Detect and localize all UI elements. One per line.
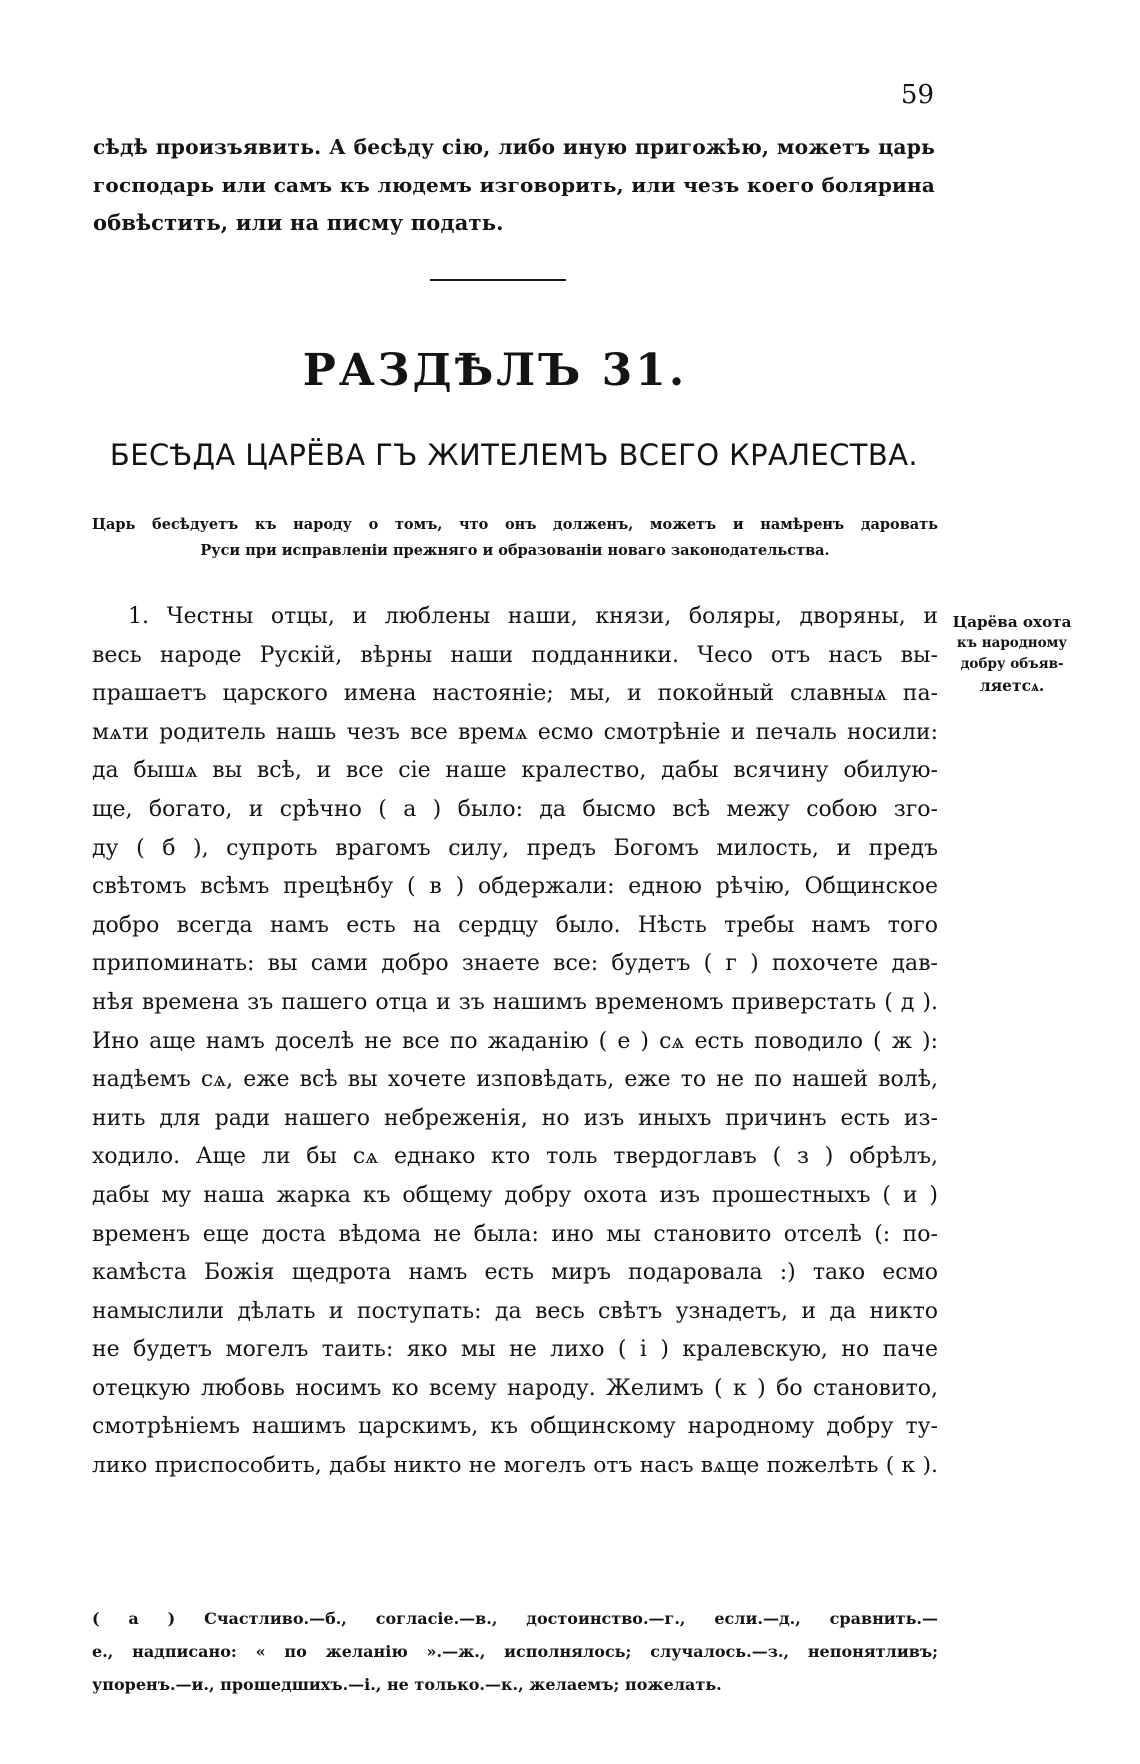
- text-line: 1. Честны отцы, и люблены наши, князи, боляры, дворяны, и: [128, 604, 938, 629]
- footnote-line: упоренъ.—и., прошедшихъ.—і., не только.—к., желаемъ; пожелать.: [92, 1675, 722, 1694]
- margin-note-line: къ народному: [956, 635, 1068, 651]
- footnotes: [92, 1602, 938, 1701]
- text-line: смотрѣніемъ нашимъ царскимъ, къ общинскому народному добру ту-: [92, 1414, 938, 1440]
- text-line: господарь или самъ къ людемъ изговорить, или чезъ коего болярина: [93, 173, 935, 197]
- text-line: Ино аще намъ доселѣ не все по жаданію ( е ) сѧ есть поводило ( ж ):: [92, 1028, 938, 1054]
- footnote-line: е., надписано: « по желанію ».—ж., исполнялось; случалось.—з., непонятливъ;: [92, 1642, 938, 1661]
- margin-note-line: Царёва охота: [952, 613, 1072, 631]
- margin-note-line: ляетсѧ.: [979, 676, 1045, 695]
- text-line: нить для ради нашего небреженія, но изъ иныхъ причинъ есть из-: [92, 1105, 938, 1131]
- body-paragraph: [92, 598, 938, 1486]
- text-line: не будетъ могелъ таить: яко мы не лихо ( і ) кралевскую, но паче: [92, 1337, 938, 1363]
- section-title: РАЗДѢЛЪ 31.: [302, 345, 688, 396]
- text-line: свѣтомъ всѣмъ прецѣнбу ( в ) обдержали: едною рѣчію, Общинское: [92, 874, 938, 900]
- section-subtitle: БЕСѢДА ЦАРЁВА ГЪ ЖИТЕЛЕМЪ ВСЕГО КРАЛЕСТВА.: [109, 438, 919, 472]
- text-line: весь народе Рускій, вѣрны наши подданники. Чесо отъ насъ вы-: [92, 642, 938, 668]
- margin-note: [952, 612, 1072, 696]
- text-line: добро всегда намъ есть на сердцу было. Нѣсть требы намъ того: [92, 912, 938, 938]
- footnote-line: ( а ) Счастливо.—б., согласіе.—в., достоинство.—г., если.—д., сравнить.—: [92, 1609, 938, 1628]
- text-line: нѣя времена зъ пашего отца и зъ нашимъ временомъ приверстать ( д ).: [92, 989, 938, 1015]
- summary-line: Руси при исправленіи прежняго и образованіи новаго законодательства.: [200, 542, 830, 559]
- text-line: припоминать: вы сами добро знаете все: будетъ ( г ) похочете дав-: [92, 951, 938, 977]
- section-divider: [430, 279, 566, 281]
- text-line: намыслили дѣлать и поступать: да весь свѣтъ узнадетъ, и да никто: [92, 1298, 938, 1324]
- margin-note-line: добру объяв-: [960, 656, 1064, 672]
- text-line: прашаетъ царского имена настояніе; мы, и покойный славныѧ па-: [92, 681, 938, 707]
- text-line: мѧти родитель нашь чезъ все времѧ есмо смотрѣніе и печаль носили:: [92, 719, 938, 745]
- text-line: надѣемъ сѧ, еже всѣ вы хочете изповѣдать, еже то не по нашей волѣ,: [92, 1067, 938, 1093]
- text-line: камѣста Божія щедрота намъ есть миръ подаровала :) тако есмо: [92, 1260, 938, 1286]
- text-line: ходило. Аще ли бы сѧ еднако кто толь твердоглавъ ( з ) обрѣлъ,: [92, 1144, 938, 1170]
- continued-paragraph: [93, 128, 935, 242]
- text-line: сѣдѣ произъявить. А бесѣду сію, либо иную пригожѣю, можетъ царь: [93, 135, 935, 159]
- text-line: обвѣстить, или на писму подать.: [93, 210, 504, 235]
- text-line: лико приспособить, дабы никто не могелъ отъ насъ вѧще пожелѣть ( к ).: [92, 1453, 938, 1479]
- text-line: отецкую любовь носимъ ко всему народу. Желимъ ( к ) бо становито,: [92, 1375, 938, 1401]
- text-line: да бышѧ вы всѣ, и все сіе наше кралество, дабы всячину обилую-: [92, 758, 938, 784]
- text-line: дабы му наша жарка къ общему добру охота изъ прошестныхъ ( и ): [92, 1182, 938, 1208]
- summary-line: Царь бесѣдуетъ къ народу о томъ, что онъ долженъ, можетъ и намѣренъ даровать: [92, 516, 938, 533]
- page-number: 59: [900, 80, 934, 110]
- text-line: ще, богато, и срѣчно ( а ) было: да бысмо всѣ межу собою зго-: [92, 796, 938, 822]
- section-summary: [92, 512, 938, 564]
- text-line: ду ( б ), супроть врагомъ силу, предъ Богомъ милость, и предъ: [92, 835, 938, 861]
- text-line: временъ еще доста вѣдома не была: ино мы становито отселѣ (: по-: [92, 1221, 938, 1247]
